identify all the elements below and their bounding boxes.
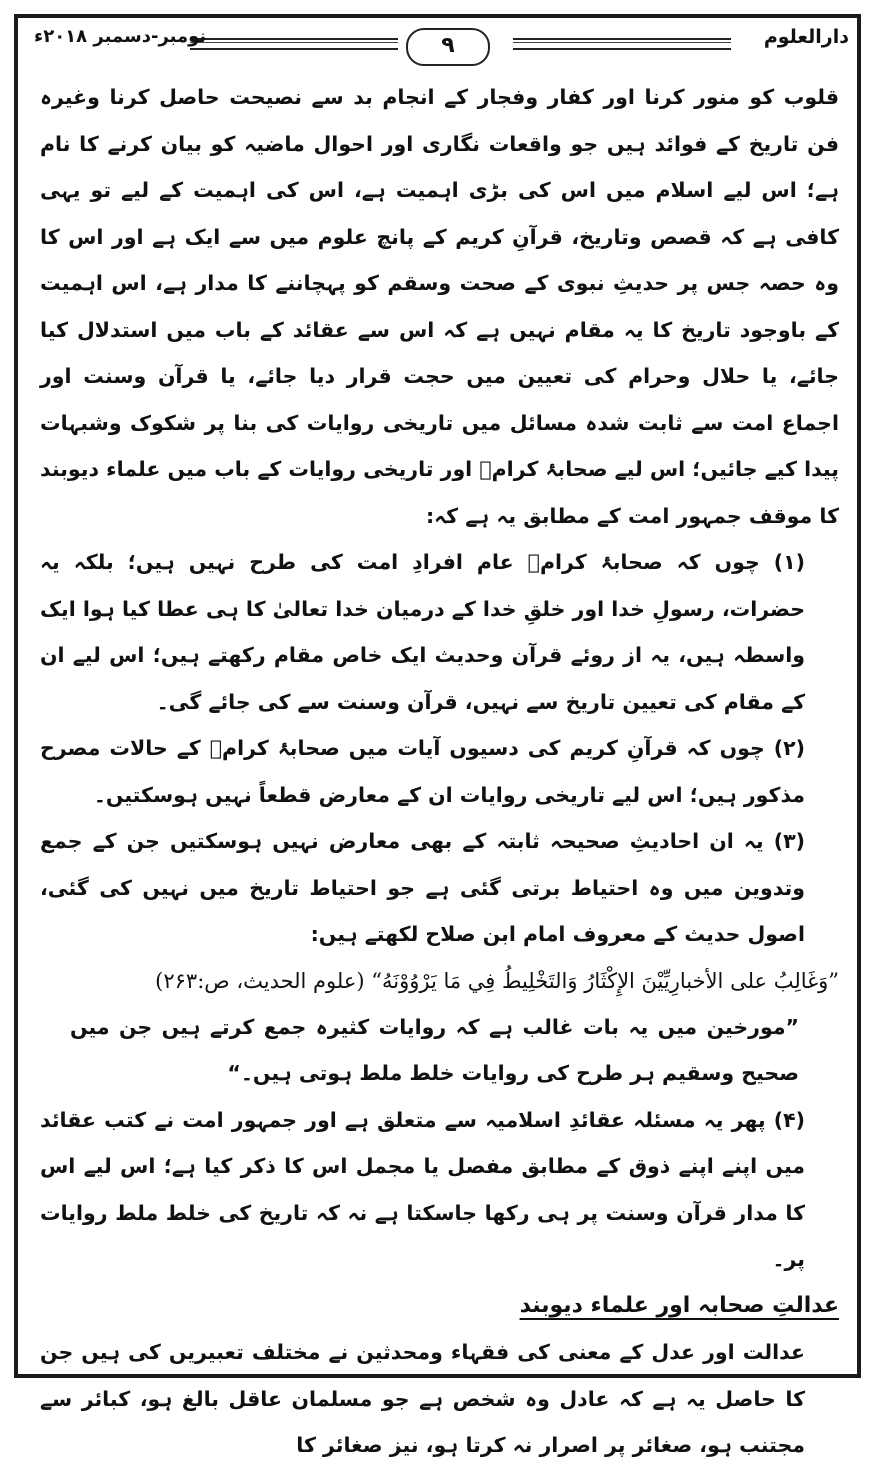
article-body	[40, 74, 839, 1469]
closing-paragraph: عدالت اور عدل کے معنی کی فقہاء ومحدثین نے مختلف تعبیریں کی ہیں جن کا حاصل یہ ہے کہ عادل وہ شخص ہے جو مسلمان عاقل بالغ ہو، کبائر سے مجتنب ہو، صغائر پر اصرار نہ کرتا ہو، نیز صغائر کا	[40, 1340, 805, 1457]
header-rule-right	[513, 38, 731, 50]
page-number: ۹	[406, 28, 490, 66]
header-rule-left	[190, 38, 398, 50]
issue-date: نومبر-دسمبر ۲۰۱۸ء	[34, 26, 207, 47]
point-3: (۳) یہ ان احادیثِ صحیحہ ثابتہ کے بھی معارض نہیں ہوسکتیں جن کے جمع وتدوین میں وہ احتیاط برتی گئی ہے جو احتیاط تاریخ میں نہیں کی گئی، اصول حدیث کے معروف امام ابن صلاح لکھتے ہیں:	[40, 829, 805, 946]
point-1: (۱) چوں کہ صحابۂ کرامؓ عام افرادِ امت کی طرح نہیں ہیں؛ بلکہ یہ حضرات، رسولِ خدا اور خلقِ خدا کے درمیان خدا تعالیٰ کا ہی عطا کیا ہوا ایک واسطہ ہیں، یہ از روئے قرآن وحدیث ایک خاص مقام رکھتے ہیں؛ اس لیے ان کے مقام کی تعیین تاریخ سے نہیں، قرآن وسنت سے کی جائے گی۔	[40, 550, 805, 714]
point-2: (۲) چوں کہ قرآنِ کریم کی دسیوں آیات میں صحابۂ کرامؓ کے حالات مصرح مذکور ہیں؛ اس لیے تاریخی روایات ان کے معارض قطعاً نہیں ہوسکتیں۔	[40, 736, 805, 807]
point-4: (۴) پھر یہ مسئلہ عقائدِ اسلامیہ سے متعلق ہے اور جمہور امت نے کتب عقائد میں اپنے اپنے ذوق کے مطابق مفصل یا مجمل اس کا ذکر کیا ہے؛ اس لیے اس کا مدار قرآن وسنت پر ہی رکھا جاسکتا ہے نہ کہ تاریخ کی خلط ملط روایات پر۔	[40, 1107, 805, 1271]
journal-name: دارالعلوم	[763, 26, 849, 48]
intro-paragraph: قلوب کو منور کرنا اور کفار وفجار کے انجام بد سے نصیحت حاصل کرنا وغیرہ فن تاریخ کے فوائد ہیں جو واقعات نگاری اور احوال ماضیہ کو بیان کرنے کا نام ہے؛ اس لیے اسلام میں اس کی بڑی اہمیت ہے، اس کی اہمیت کے لیے تو یہی کافی ہے کہ قصص وتاریخ، قرآنِ کریم کے پانچ علوم میں سے ایک ہے اور اس کا وہ حصہ جس پر حدیثِ نبوی کے صحت وسقم کو پہچاننے کا مدار ہے، اس اہمیت کے باوجود تاریخ کا یہ مقام نہیں ہے کہ اس سے عقائد کے باب میں استدلال کیا جائے، یا حلال وحرام کی تعیین میں حجت قرار دیا جائے، یا قرآن وسنت اور اجماع امت سے ثابت شدہ مسائل میں تاریخی روایات کی بنا پر شکوک وشبہات پیدا کیے جائیں؛ اس لیے صحابۂ کرامؓ اور تاریخی روایات کے باب میں علماء دیوبند کا موقف جمہور امت کے مطابق یہ ہے کہ:	[40, 85, 839, 528]
arabic-quote: ”وَغَالِبُ علی الأخبارِيِّيْنَ الإِكْثَارُ وَالتَخْلِيطُ فِي مَا يَرْوُوْنَهُ“ (علوم الحديث، ص:۲۶۳)	[155, 968, 839, 993]
page-header	[34, 24, 849, 64]
urdu-quote: ”مورخین میں یہ بات غالب ہے کہ روایات کثیرہ جمع کرتے ہیں جن میں صحیح وسقیم ہر طرح کی روایات خلط ملط ہوتی ہیں۔“	[70, 1014, 799, 1085]
section-heading: عدالتِ صحابہ اور علماء دیوبند	[519, 1292, 839, 1318]
